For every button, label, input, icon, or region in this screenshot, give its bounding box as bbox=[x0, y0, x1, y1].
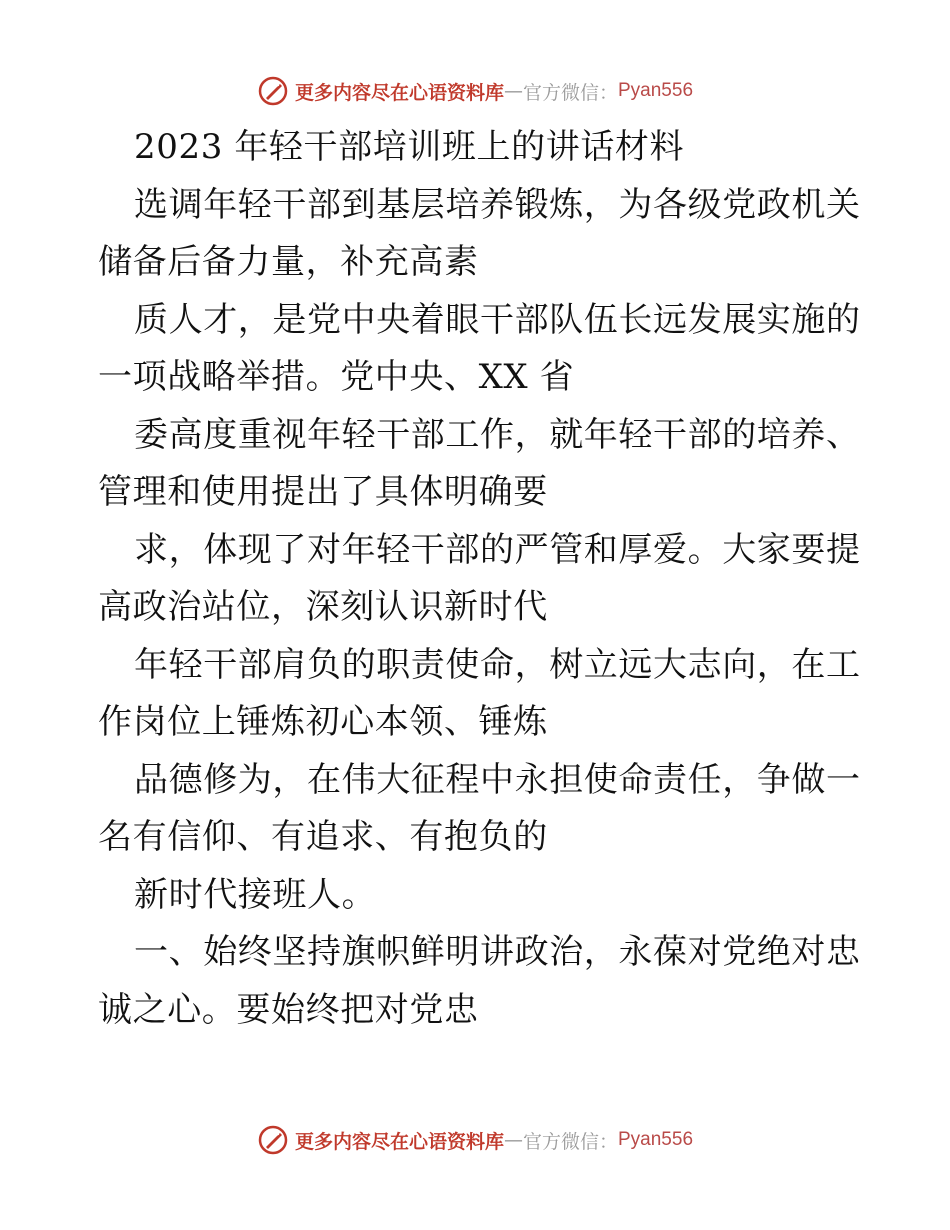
watermark-sub-text: 官方微信： bbox=[522, 1130, 618, 1153]
quill-logo-icon bbox=[257, 75, 289, 107]
text-line: 新时代接班人。 bbox=[134, 874, 377, 915]
text-line: 作岗位上锤炼初心本领、锤炼 bbox=[98, 702, 548, 742]
watermark-handle: Pyan556 bbox=[618, 80, 694, 101]
watermark-handle: Pyan556 bbox=[618, 1129, 694, 1150]
header-watermark bbox=[0, 71, 950, 111]
watermark-dash: — bbox=[503, 1129, 523, 1151]
text-line: 一项战略举措。党中央、XX 省 bbox=[98, 357, 575, 397]
watermark-main-text: 更多内容尽在心语资料库 bbox=[294, 81, 504, 104]
text-line: 品德修为，在伟大征程中永担使命责任，争做一 bbox=[134, 759, 861, 800]
watermark-sub-text: 官方微信： bbox=[522, 81, 618, 104]
text-line: 委高度重视年轻干部工作，就年轻干部的培养、 bbox=[134, 414, 861, 455]
text-line: 名有信仰、有追求、有抱负的 bbox=[98, 817, 548, 857]
footer-watermark bbox=[0, 1120, 950, 1160]
text-line: 求，体现了对年轻干部的严管和厚爱。大家要提 bbox=[134, 529, 861, 570]
watermark-dash: — bbox=[503, 80, 523, 102]
text-line: 质人才，是党中央着眼干部队伍长远发展实施的 bbox=[134, 299, 861, 340]
text-line: 年轻干部肩负的职责使命，树立远大志向，在工 bbox=[134, 644, 861, 685]
text-line: 储备后备力量，补充高素 bbox=[98, 242, 479, 282]
section-heading: 一、始终坚持旗帜鲜明讲政治，永葆对党绝对忠 bbox=[134, 932, 861, 972]
text-line: 选调年轻干部到基层培养锻炼，为各级党政机关 bbox=[134, 184, 861, 225]
text-line: 高政治站位，深刻认识新时代 bbox=[98, 587, 548, 627]
text-line: 诚之心。要始终把对党忠 bbox=[98, 989, 479, 1030]
watermark-main-text: 更多内容尽在心语资料库 bbox=[294, 1130, 504, 1153]
document-title: 2023 年轻干部培训班上的讲话材料 bbox=[134, 127, 685, 167]
text-line: 管理和使用提出了具体明确要 bbox=[98, 472, 548, 512]
quill-logo-icon bbox=[257, 1124, 289, 1156]
document-body bbox=[98, 119, 861, 1039]
